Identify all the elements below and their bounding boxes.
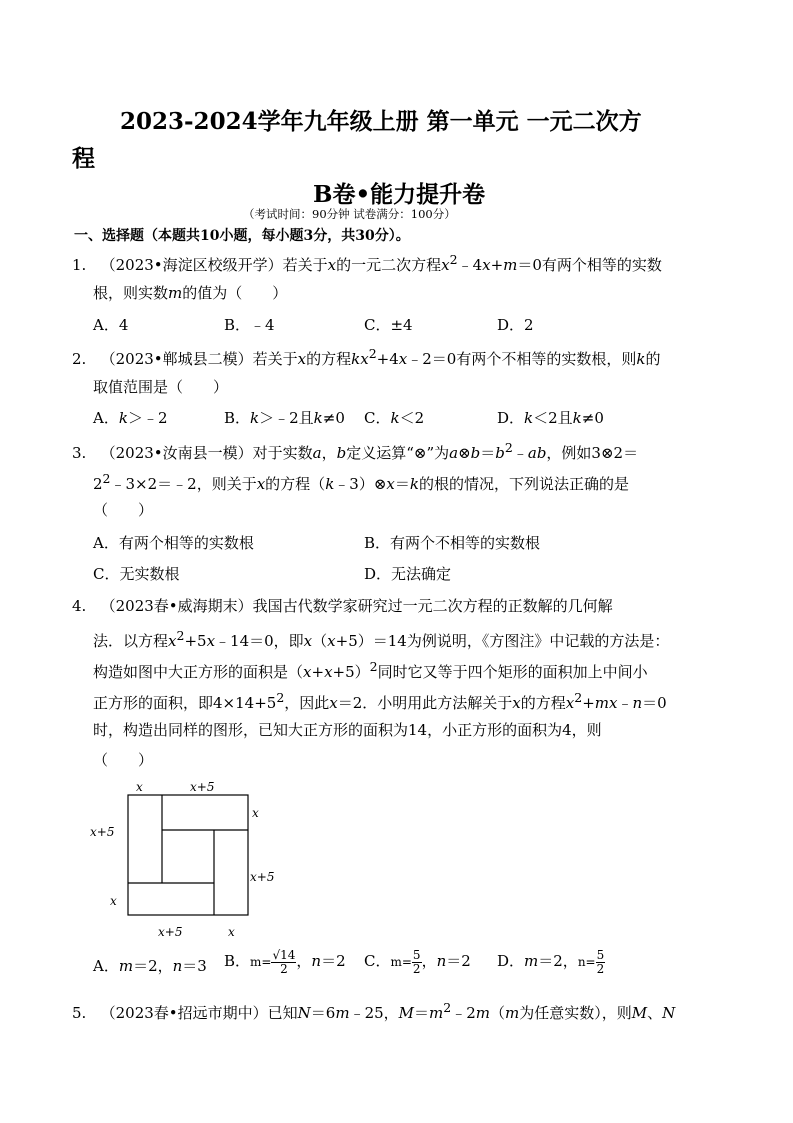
q4-option-c: C．m= $\frac{5}{2}$ ，n＝2	[364, 948, 471, 976]
q2-option-c: C．k＜2	[364, 409, 425, 427]
q2-option-a: A．k＞﹣2	[93, 409, 168, 427]
q1-line2: 根，则实数m的值为（ ）	[93, 284, 288, 302]
q4-line3: 构造如图中大正方形的面积是$(x+x+5)^2$同时它又等于四个矩形的面积加上中间小	[93, 659, 648, 681]
q4-line4: 正方形的面积，即$4\times 14+5^2$，因此x＝2．小明用此方法解关于x的方程$x^2+mx﹣n=0$	[93, 690, 667, 712]
q1-option-d: D．2	[497, 316, 534, 334]
q3-answer-blank: （ ）	[93, 501, 154, 519]
exam-info: （考试时间：90分钟 试卷满分：100分）	[243, 207, 456, 221]
q2-option-d: D．k＜2且k≠0	[497, 409, 604, 427]
label-x5-bottom: x+5	[158, 925, 183, 939]
q4-line1: 4. （2023春•威海期末）我国古代数学家研究过一元二次方程的正数解的几何解	[72, 597, 613, 615]
q1-line1: 1. （2023•海淀区校级开学）若关于x的一元二次方程$x^2﹣4x+m=0$有两个相等的实数	[72, 252, 662, 274]
q3-option-b: B．有两个不相等的实数根	[364, 534, 541, 552]
label-x-left-bottom: x	[110, 894, 117, 908]
q4-option-b: B．m= $\frac{√14}{2}$ ，n＝2	[224, 948, 346, 976]
q2-option-b: B．k＞﹣2且k≠0	[224, 409, 345, 427]
paper-title-line2: 程	[72, 145, 95, 172]
q3-line2: $2^2﹣3\times 2=﹣2$，则关于x的方程（k﹣3）⊗x＝k的根的情况，下列说法正确的是	[93, 471, 629, 493]
q4-option-a: A．m＝2，n＝3	[93, 957, 207, 975]
geometry-square-figure	[88, 775, 288, 945]
paper-subtitle: B卷•能力提升卷	[313, 181, 486, 208]
q3-line1: 3. （2023•汝南县一模）对于实数a，b定义运算“⊗”为$a\otimes b=b^2﹣ab$，例如3⊗2＝	[72, 440, 639, 462]
label-x5-left: x+5	[90, 825, 115, 839]
paper-title-line1: 2023-2024学年九年级上册 第一单元 一元二次方	[120, 108, 642, 135]
q3-option-d: D．无法确定	[364, 565, 452, 583]
q5-line1: 5. （2023春•招远市期中）已知N＝6m﹣25，$M=m^2﹣2m(m$为任意实数），则M、N	[72, 1000, 676, 1022]
q1-option-c: C．±4	[364, 316, 413, 334]
label-x-right-top: x	[252, 806, 259, 820]
label-x-bottom: x	[228, 925, 235, 939]
label-x5-right: x+5	[250, 870, 275, 884]
q4-line5: 时，构造出同样的图形，已知大正方形的面积为14，小正方形的面积为4，则	[93, 721, 602, 739]
q1-option-a: A．4	[93, 316, 129, 334]
label-x-top: x	[136, 780, 143, 794]
q4-line2: 法．以方程$x^2+5x﹣14=0$，即x（x+5）＝14为例说明，《方图注》中记载的方法是：	[93, 628, 670, 650]
q3-option-a: A．有两个相等的实数根	[93, 534, 254, 552]
q2-line2: 取值范围是（ ）	[93, 378, 229, 396]
label-x5-top: x+5	[190, 780, 215, 794]
q3-option-c: C．无实数根	[93, 565, 180, 583]
section-heading: 一、选择题（本题共10小题，每小题3分，共30分）。	[74, 228, 410, 244]
q4-answer-blank: （ ）	[93, 751, 154, 769]
q4-option-d: D．m＝2，n= $\frac{5}{2}$	[497, 948, 605, 976]
outer-square	[128, 795, 248, 915]
q1-option-b: B．﹣4	[224, 316, 275, 334]
q2-line1: 2. （2023•郸城县二模）若关于x的方程$kx^2+4x﹣2=0$有两个不相等的实数根，则k的	[72, 346, 661, 368]
